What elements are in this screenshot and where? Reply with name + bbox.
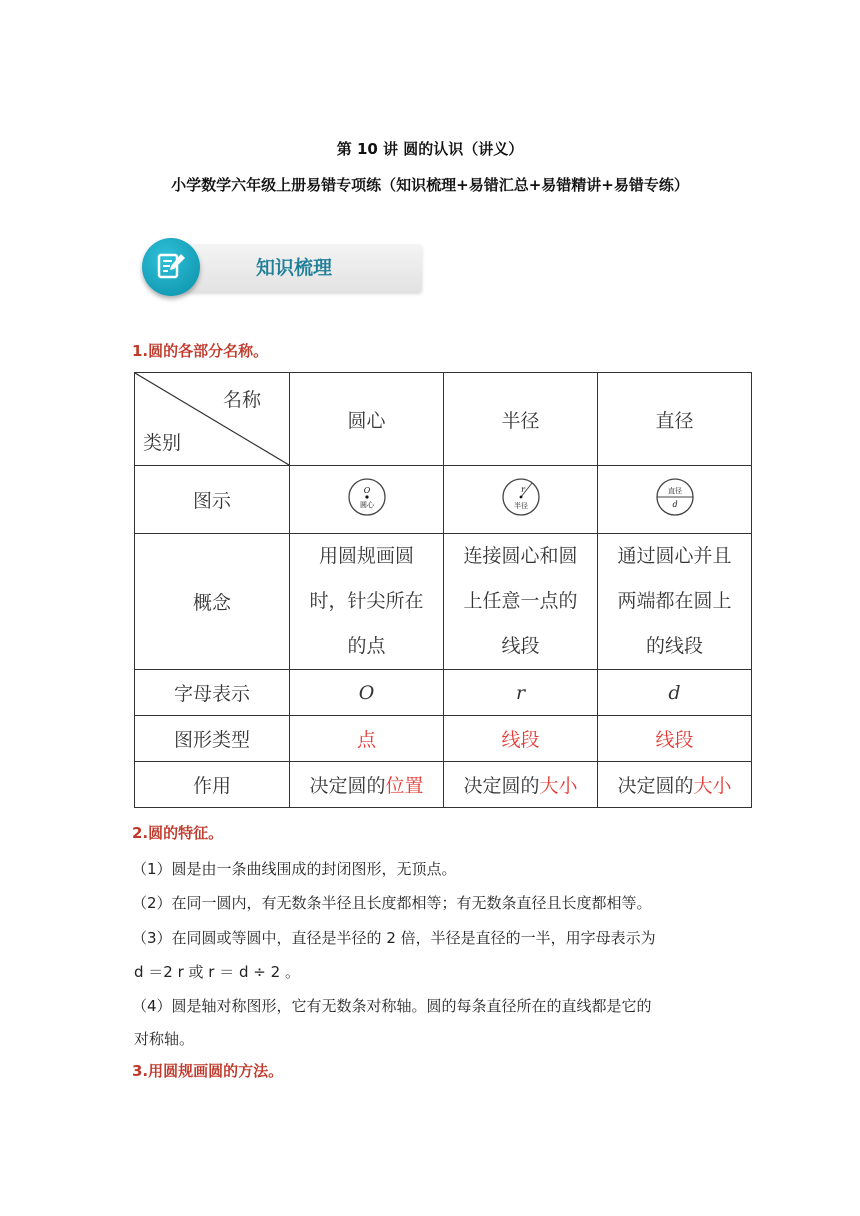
letter-cell: r <box>444 670 598 716</box>
column-header: 半径 <box>444 373 598 466</box>
circle-parts-table <box>134 372 752 808</box>
concept-line: 两端都在圆上 <box>617 590 732 612</box>
diagram-label: O <box>363 486 370 495</box>
shape-type-cell: 点 <box>290 716 444 762</box>
diagram-label: 半径 <box>513 502 528 510</box>
concept-cell <box>290 534 444 670</box>
purpose-cell <box>290 762 444 808</box>
banner-label: 知识梳理 <box>256 257 333 279</box>
purpose-highlight: 位置 <box>385 775 424 797</box>
circle-diameter-diagram-icon <box>655 477 695 517</box>
row-label-letter: 字母表示 <box>135 670 290 716</box>
corner-header-cell <box>135 373 290 466</box>
page-subtitle: 小学数学六年级上册易错专项练（知识梳理+易错汇总+易错精讲+易错专练） <box>171 176 689 194</box>
concept-line: 的线段 <box>645 635 703 657</box>
column-header: 直径 <box>598 373 752 466</box>
letter-cell: O <box>290 670 444 716</box>
diagram-label: d <box>671 500 678 509</box>
feature-item: （2）在同一圆内，有无数条半径且长度都相等；有无数条直径且长度都相等。 <box>132 894 652 912</box>
purpose-prefix: 决定圆的 <box>463 775 540 797</box>
row-label-shape-type: 图形类型 <box>135 716 290 762</box>
purpose-highlight: 大小 <box>539 775 578 797</box>
page-title: 第 10 讲 圆的认识（讲义） <box>336 140 524 158</box>
purpose-cell <box>444 762 598 808</box>
knowledge-banner <box>140 240 422 296</box>
row-label-purpose: 作用 <box>135 762 290 808</box>
diagram-label: 直径 <box>667 487 682 495</box>
section3-heading: 3.用圆规画圆的方法。 <box>132 1062 284 1080</box>
concept-line: 时，针尖所在 <box>309 590 424 612</box>
feature-item: （1）圆是由一条曲线围成的封闭图形，无顶点。 <box>132 860 457 878</box>
purpose-cell <box>598 762 752 808</box>
feature-item: 对称轴。 <box>134 1030 195 1048</box>
diagram-label: r <box>520 485 525 494</box>
diagram-cell-center <box>290 466 444 534</box>
row-label-concept: 概念 <box>135 534 290 670</box>
shape-type-cell: 线段 <box>444 716 598 762</box>
circle-center-diagram-icon <box>347 477 387 517</box>
section2-heading: 2.圆的特征。 <box>132 824 224 842</box>
concept-line: 用圆规画圆 <box>318 545 414 567</box>
section1-heading: 1.圆的各部分名称。 <box>132 342 269 360</box>
diagram-label: 圆心 <box>359 501 374 509</box>
purpose-highlight: 大小 <box>693 775 732 797</box>
shape-type-cell: 线段 <box>598 716 752 762</box>
purpose-prefix: 决定圆的 <box>309 775 386 797</box>
concept-line: 线段 <box>501 635 540 657</box>
diagram-cell-diameter <box>598 466 752 534</box>
concept-cell <box>444 534 598 670</box>
concept-line: 上任意一点的 <box>463 590 578 612</box>
concept-line: 连接圆心和圆 <box>463 545 578 567</box>
concept-cell <box>598 534 752 670</box>
row-label-diagram: 图示 <box>135 466 290 534</box>
circle-radius-diagram-icon <box>501 477 541 517</box>
feature-item: （3）在同圆或等圆中，直径是半径的 2 倍，半径是直径的一半，用字母表示为 <box>132 929 656 947</box>
feature-item: （4）圆是轴对称图形，它有无数条对称轴。圆的每条直径所在的直线都是它的 <box>132 997 652 1015</box>
concept-line: 通过圆心并且 <box>617 545 732 567</box>
corner-label-name: 名称 <box>222 389 261 411</box>
corner-label-category: 类别 <box>143 432 182 454</box>
column-header: 圆心 <box>290 373 444 466</box>
concept-line: 的点 <box>347 635 386 657</box>
letter-cell: d <box>598 670 752 716</box>
purpose-prefix: 决定圆的 <box>617 775 694 797</box>
diagram-cell-radius <box>444 466 598 534</box>
feature-item: d ＝2 r 或 r ＝ d ÷ 2 。 <box>134 963 300 981</box>
edit-note-icon <box>142 238 200 296</box>
